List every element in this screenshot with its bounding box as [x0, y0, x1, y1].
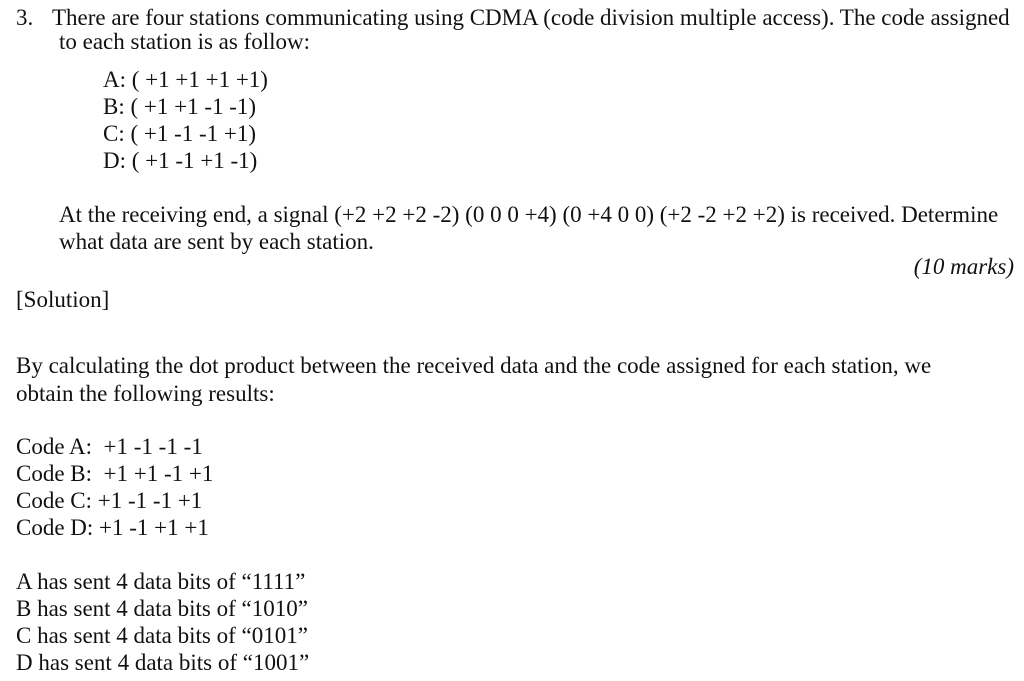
answer-station-b: B has sent 4 data bits of “1010” [16, 596, 308, 621]
answer-station-a: A has sent 4 data bits of “1111” [16, 569, 306, 594]
solution-paragraph-line-1: By calculating the dot product between the received data and the code assigned for each station, we [16, 353, 932, 378]
result-code-b: Code B: +1 +1 -1 +1 [16, 461, 214, 486]
solution-heading: [Solution] [16, 287, 110, 312]
station-code-d: D: ( +1 -1 +1 -1) [103, 148, 258, 173]
solution-paragraph-line-2: obtain the following results: [16, 381, 275, 406]
question-number: 3. [16, 5, 34, 30]
result-code-c: Code C: +1 -1 -1 +1 [16, 488, 203, 513]
marks-label: (10 marks) [913, 254, 1014, 279]
result-code-a: Code A: +1 -1 -1 -1 [16, 434, 203, 459]
station-code-c: C: ( +1 -1 -1 +1) [103, 121, 257, 146]
question-text-line-2: to each station is as follow: [59, 29, 311, 54]
answer-station-c: C has sent 4 data bits of “0101” [16, 623, 308, 648]
answer-station-d: D has sent 4 data bits of “1001” [16, 650, 310, 675]
received-signal-line-1: At the receiving end, a signal (+2 +2 +2 -2) (0 0 0 +4) (0 +4 0 0) (+2 -2 +2 +2) is received. Determine [59, 202, 999, 227]
received-signal-line-2: what data are sent by each station. [59, 229, 374, 254]
result-code-d: Code D: +1 -1 +1 +1 [16, 515, 209, 540]
station-code-a: A: ( +1 +1 +1 +1) [103, 67, 268, 92]
question-text-line-1: There are four stations communicating using CDMA (code division multiple access). The code assigned [52, 5, 1010, 30]
station-code-b: B: ( +1 +1 -1 -1) [103, 94, 257, 119]
